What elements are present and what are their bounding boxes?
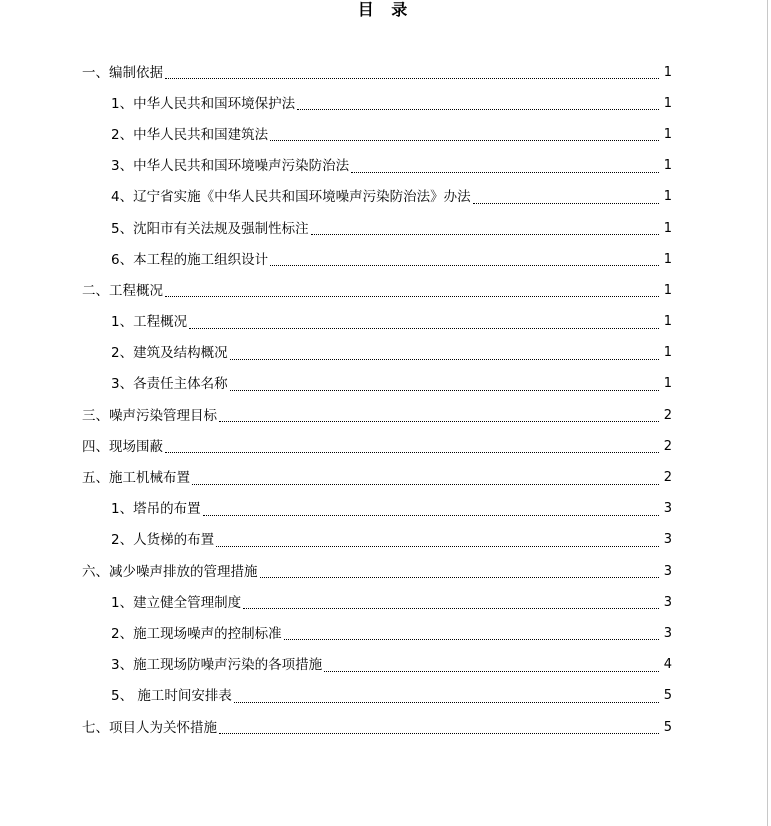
dot-leader <box>284 639 659 640</box>
toc-subsection-entry[interactable] <box>0 587 771 618</box>
toc-page-number: 1 <box>663 220 672 236</box>
toc-entry-text: 5、沈阳市有关法规及强制性标注 <box>111 220 309 237</box>
toc-page-number: 3 <box>663 563 672 579</box>
dot-leader <box>270 140 659 141</box>
toc-page-number: 3 <box>663 532 672 548</box>
toc-entry-text: 6、本工程的施工组织设计 <box>111 251 269 268</box>
toc-page-number: 2 <box>663 407 672 423</box>
dot-leader <box>473 203 659 204</box>
toc-page-number: 3 <box>663 501 672 517</box>
toc-section-entry[interactable] <box>0 275 771 306</box>
dot-leader <box>165 452 659 453</box>
toc-entry-text: 4、辽宁省实施《中华人民共和国环境噪声污染防治法》办法 <box>111 189 471 206</box>
toc-page-number: 1 <box>663 314 672 330</box>
toc-subsection-entry[interactable] <box>0 681 771 712</box>
toc-section-entry[interactable] <box>0 431 771 462</box>
toc-page-number: 1 <box>663 95 672 111</box>
table-of-contents <box>0 57 771 743</box>
dot-leader <box>192 484 659 485</box>
toc-entry-text: 3、各责任主体名称 <box>111 376 228 393</box>
toc-entry-text: 3、中华人民共和国环境噪声污染防治法 <box>111 158 350 175</box>
toc-page-number: 2 <box>663 470 672 486</box>
dot-leader <box>270 265 659 266</box>
toc-entry-text: 3、施工现场防噪声污染的各项措施 <box>111 657 323 674</box>
toc-page-number: 1 <box>663 282 672 298</box>
toc-subsection-entry[interactable] <box>0 119 771 150</box>
toc-subsection-entry[interactable] <box>0 88 771 119</box>
page-title: 目 录 <box>357 0 414 19</box>
toc-page-number: 1 <box>663 158 672 174</box>
toc-entry-text: 二、工程概况 <box>82 282 163 299</box>
dot-leader <box>260 577 660 578</box>
toc-subsection-entry[interactable] <box>0 494 771 525</box>
dot-leader <box>243 608 659 609</box>
dot-leader <box>203 515 659 516</box>
toc-entry-text: 五、施工机械布置 <box>82 470 190 487</box>
toc-entry-text: 2、中华人民共和国建筑法 <box>111 126 269 143</box>
dot-leader <box>189 328 659 329</box>
toc-page-number: 3 <box>663 625 672 641</box>
toc-entry-text: 5、 施工时间安排表 <box>111 688 232 705</box>
toc-subsection-entry[interactable] <box>0 151 771 182</box>
toc-page-number: 5 <box>663 719 672 735</box>
toc-page-number: 1 <box>663 126 672 142</box>
dot-leader <box>324 671 659 672</box>
toc-subsection-entry[interactable] <box>0 244 771 275</box>
dot-leader <box>165 78 659 79</box>
toc-subsection-entry[interactable] <box>0 307 771 338</box>
dot-leader <box>234 702 659 703</box>
toc-entry-text: 七、项目人为关怀措施 <box>82 719 217 736</box>
toc-page-number: 3 <box>663 594 672 610</box>
toc-page-number: 1 <box>663 64 672 80</box>
toc-entry-text: 一、编制依据 <box>82 64 163 81</box>
toc-page-number: 1 <box>663 251 672 267</box>
toc-entry-text: 1、塔吊的布置 <box>111 501 201 518</box>
toc-entry-text: 2、建筑及结构概况 <box>111 345 228 362</box>
toc-entry-text: 2、施工现场噪声的控制标准 <box>111 625 282 642</box>
toc-entry-text: 1、工程概况 <box>111 314 188 331</box>
toc-entry-text: 1、中华人民共和国环境保护法 <box>111 95 296 112</box>
toc-entry-text: 1、建立健全管理制度 <box>111 594 242 611</box>
toc-subsection-entry[interactable] <box>0 525 771 556</box>
dot-leader <box>165 296 659 297</box>
toc-page-number: 1 <box>663 376 672 392</box>
toc-section-entry[interactable] <box>0 57 771 88</box>
dot-leader <box>219 733 659 734</box>
toc-subsection-entry[interactable] <box>0 369 771 400</box>
toc-entry-text: 六、减少噪声排放的管理措施 <box>82 563 258 580</box>
toc-entry-text: 四、现场围蔽 <box>82 438 163 455</box>
dot-leader <box>297 109 659 110</box>
toc-page-number: 5 <box>663 688 672 704</box>
toc-subsection-entry[interactable] <box>0 182 771 213</box>
toc-page-number: 2 <box>663 438 672 454</box>
dot-leader <box>216 546 659 547</box>
toc-subsection-entry[interactable] <box>0 650 771 681</box>
dot-leader <box>230 359 659 360</box>
toc-section-entry[interactable] <box>0 556 771 587</box>
dot-leader <box>230 390 659 391</box>
toc-entry-text: 三、噪声污染管理目标 <box>82 407 217 424</box>
dot-leader <box>311 234 659 235</box>
dot-leader <box>219 421 659 422</box>
dot-leader <box>351 172 659 173</box>
toc-page-number: 1 <box>663 345 672 361</box>
toc-subsection-entry[interactable] <box>0 338 771 369</box>
toc-section-entry[interactable] <box>0 712 771 743</box>
toc-section-entry[interactable] <box>0 462 771 493</box>
toc-subsection-entry[interactable] <box>0 618 771 649</box>
toc-page-number: 1 <box>663 189 672 205</box>
toc-section-entry[interactable] <box>0 400 771 431</box>
toc-page-number: 4 <box>663 657 672 673</box>
toc-subsection-entry[interactable] <box>0 213 771 244</box>
toc-entry-text: 2、人货梯的布置 <box>111 532 215 549</box>
